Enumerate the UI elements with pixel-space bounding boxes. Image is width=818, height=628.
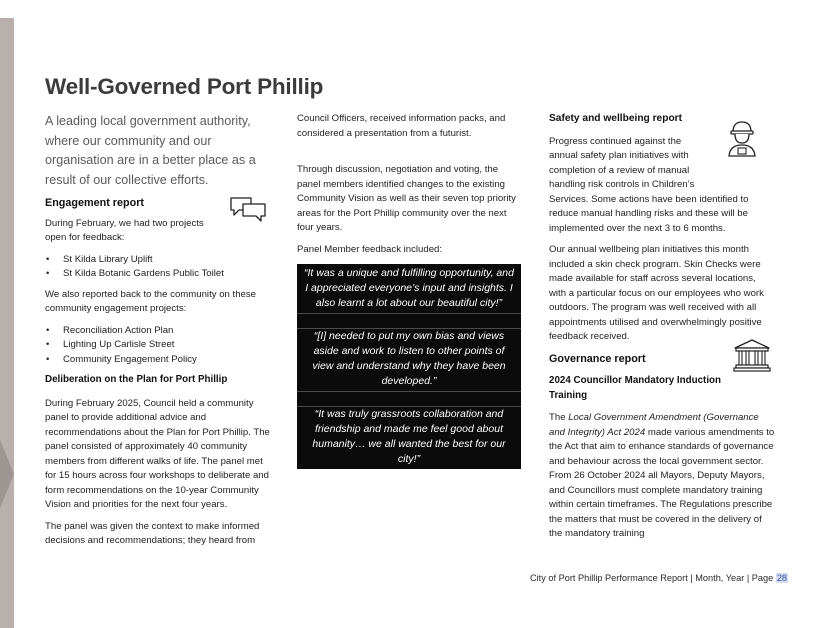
reported-project-list [45, 324, 270, 368]
quote-box [297, 264, 521, 469]
feedback-label: Panel Member feedback included: [297, 243, 443, 255]
quote-spacer [297, 314, 521, 328]
page-title: Well-Governed Port Phillip [45, 74, 324, 99]
deliberation-paragraph-3: Through discussion, negotiation and voting, the panel members identified changes to the existing Community Vision as well as their seven top priority areas for the Port Phillip community over the next four years. [297, 164, 516, 233]
quote-spacer [297, 392, 521, 406]
deliberation-paragraph-1: During February 2025, Council held a community panel to provide additional advice and recommendations about the Plan for Port Phillip. The panel consisted of approximately 40 community members from different walks of life. The panel met for 15 hours across four workshops to deliberate and form recommendations on the 10-year Community Vision and priorities for the next four years. [45, 397, 270, 510]
government-building-icon [733, 338, 771, 372]
engagement-intro: During February, we had two projects open for feedback: [45, 217, 204, 243]
page-footer [530, 573, 788, 583]
column-left [45, 112, 270, 556]
list-item: • Community Engagement Policy [63, 353, 270, 368]
page-number: 28 [776, 573, 788, 583]
governance-heading: Governance report [549, 352, 646, 365]
safety-heading: Safety and wellbeing report [549, 113, 683, 124]
speech-bubbles-icon [229, 196, 267, 222]
quote-2: “[I] needed to put my own bias and views aside and work to listen to other points of view and understand why they have been developed.” [312, 330, 506, 387]
governance-p1-pre: The [549, 412, 569, 423]
governance-paragraph-1 [549, 411, 775, 469]
list-item: • St Kilda Botanic Gardens Public Toilet [63, 267, 270, 282]
deliberation-paragraph-2-tail: Council Officers, received information packs, and considered a presentation from a futurist. [297, 113, 506, 139]
page-edge-strip [0, 0, 14, 628]
list-item: • Lighting Up Carlisle Street [63, 338, 270, 353]
reported-back-text: We also reported back to the community on these community engagement projects: [45, 288, 256, 314]
quote-3: “It was truly grassroots collaboration and friendship and made me feel good about humanity… we all wanted the best for our city!” [312, 408, 506, 465]
engagement-project-list [45, 253, 270, 282]
deliberation-heading: Deliberation on the Plan for Port Phillip [45, 374, 228, 385]
governance-subheading: 2024 Councillor Mandatory Induction Training [549, 375, 722, 401]
deliberation-paragraph-2-cont [297, 112, 523, 156]
page-edge-notch [0, 440, 14, 508]
engagement-heading: Engagement report [45, 197, 144, 209]
column-right [549, 112, 775, 549]
governance-act-title: Local Government Amendment (Governance and Integrity) Act 2024 [549, 412, 759, 438]
page-edge-top [0, 0, 14, 18]
list-item: • St Kilda Library Uplift [63, 253, 270, 268]
governance-p1-post: made various amendments to the Act that aim to enhance standards of governance and behaviour across the local government sector. [549, 426, 775, 467]
quote-1: “It was a unique and fulfilling opportunity, and I appreciated everyone’s input and insights. I also learnt a lot about our beautiful city!” [304, 267, 514, 309]
safety-paragraph-1-text: Progress continued against the annual safety plan initiatives with completion of a review of manual handling risk controls in Children’s Services. Some actions have been identified to reduce manual handling risks and these will be implemented over the next 3 to 6 months. [549, 135, 749, 234]
list-item: • Reconciliation Action Plan [63, 324, 270, 339]
governance-paragraph-2: From 26 October 2024 all Mayors, Deputy Mayors, and Councillors must complete mandatory training within certain timeframes. The Regulations prescribe the matters that must be covered in the delivery of the mandatory training [549, 470, 773, 539]
footer-text: City of Port Phillip Performance Report | Month, Year | Page [530, 573, 776, 583]
safety-paragraph-2: Our annual wellbeing plan initiatives this month included a skin check program. Skin Checks were made available for staff across several locations, with a particular focus on our employees who work outdoors. The program was well received with all appointments utilised and overwhelmingly positive feedback received. [549, 244, 764, 342]
lead-statement: A leading local government authority, where our community and our organisation are in a better place as a result of our collective efforts. [45, 114, 256, 187]
worker-helmet-icon [727, 118, 757, 158]
column-middle [297, 112, 523, 471]
deliberation-paragraph-2: The panel was given the context to make informed decisions and recommendations; they heard from [45, 520, 260, 546]
